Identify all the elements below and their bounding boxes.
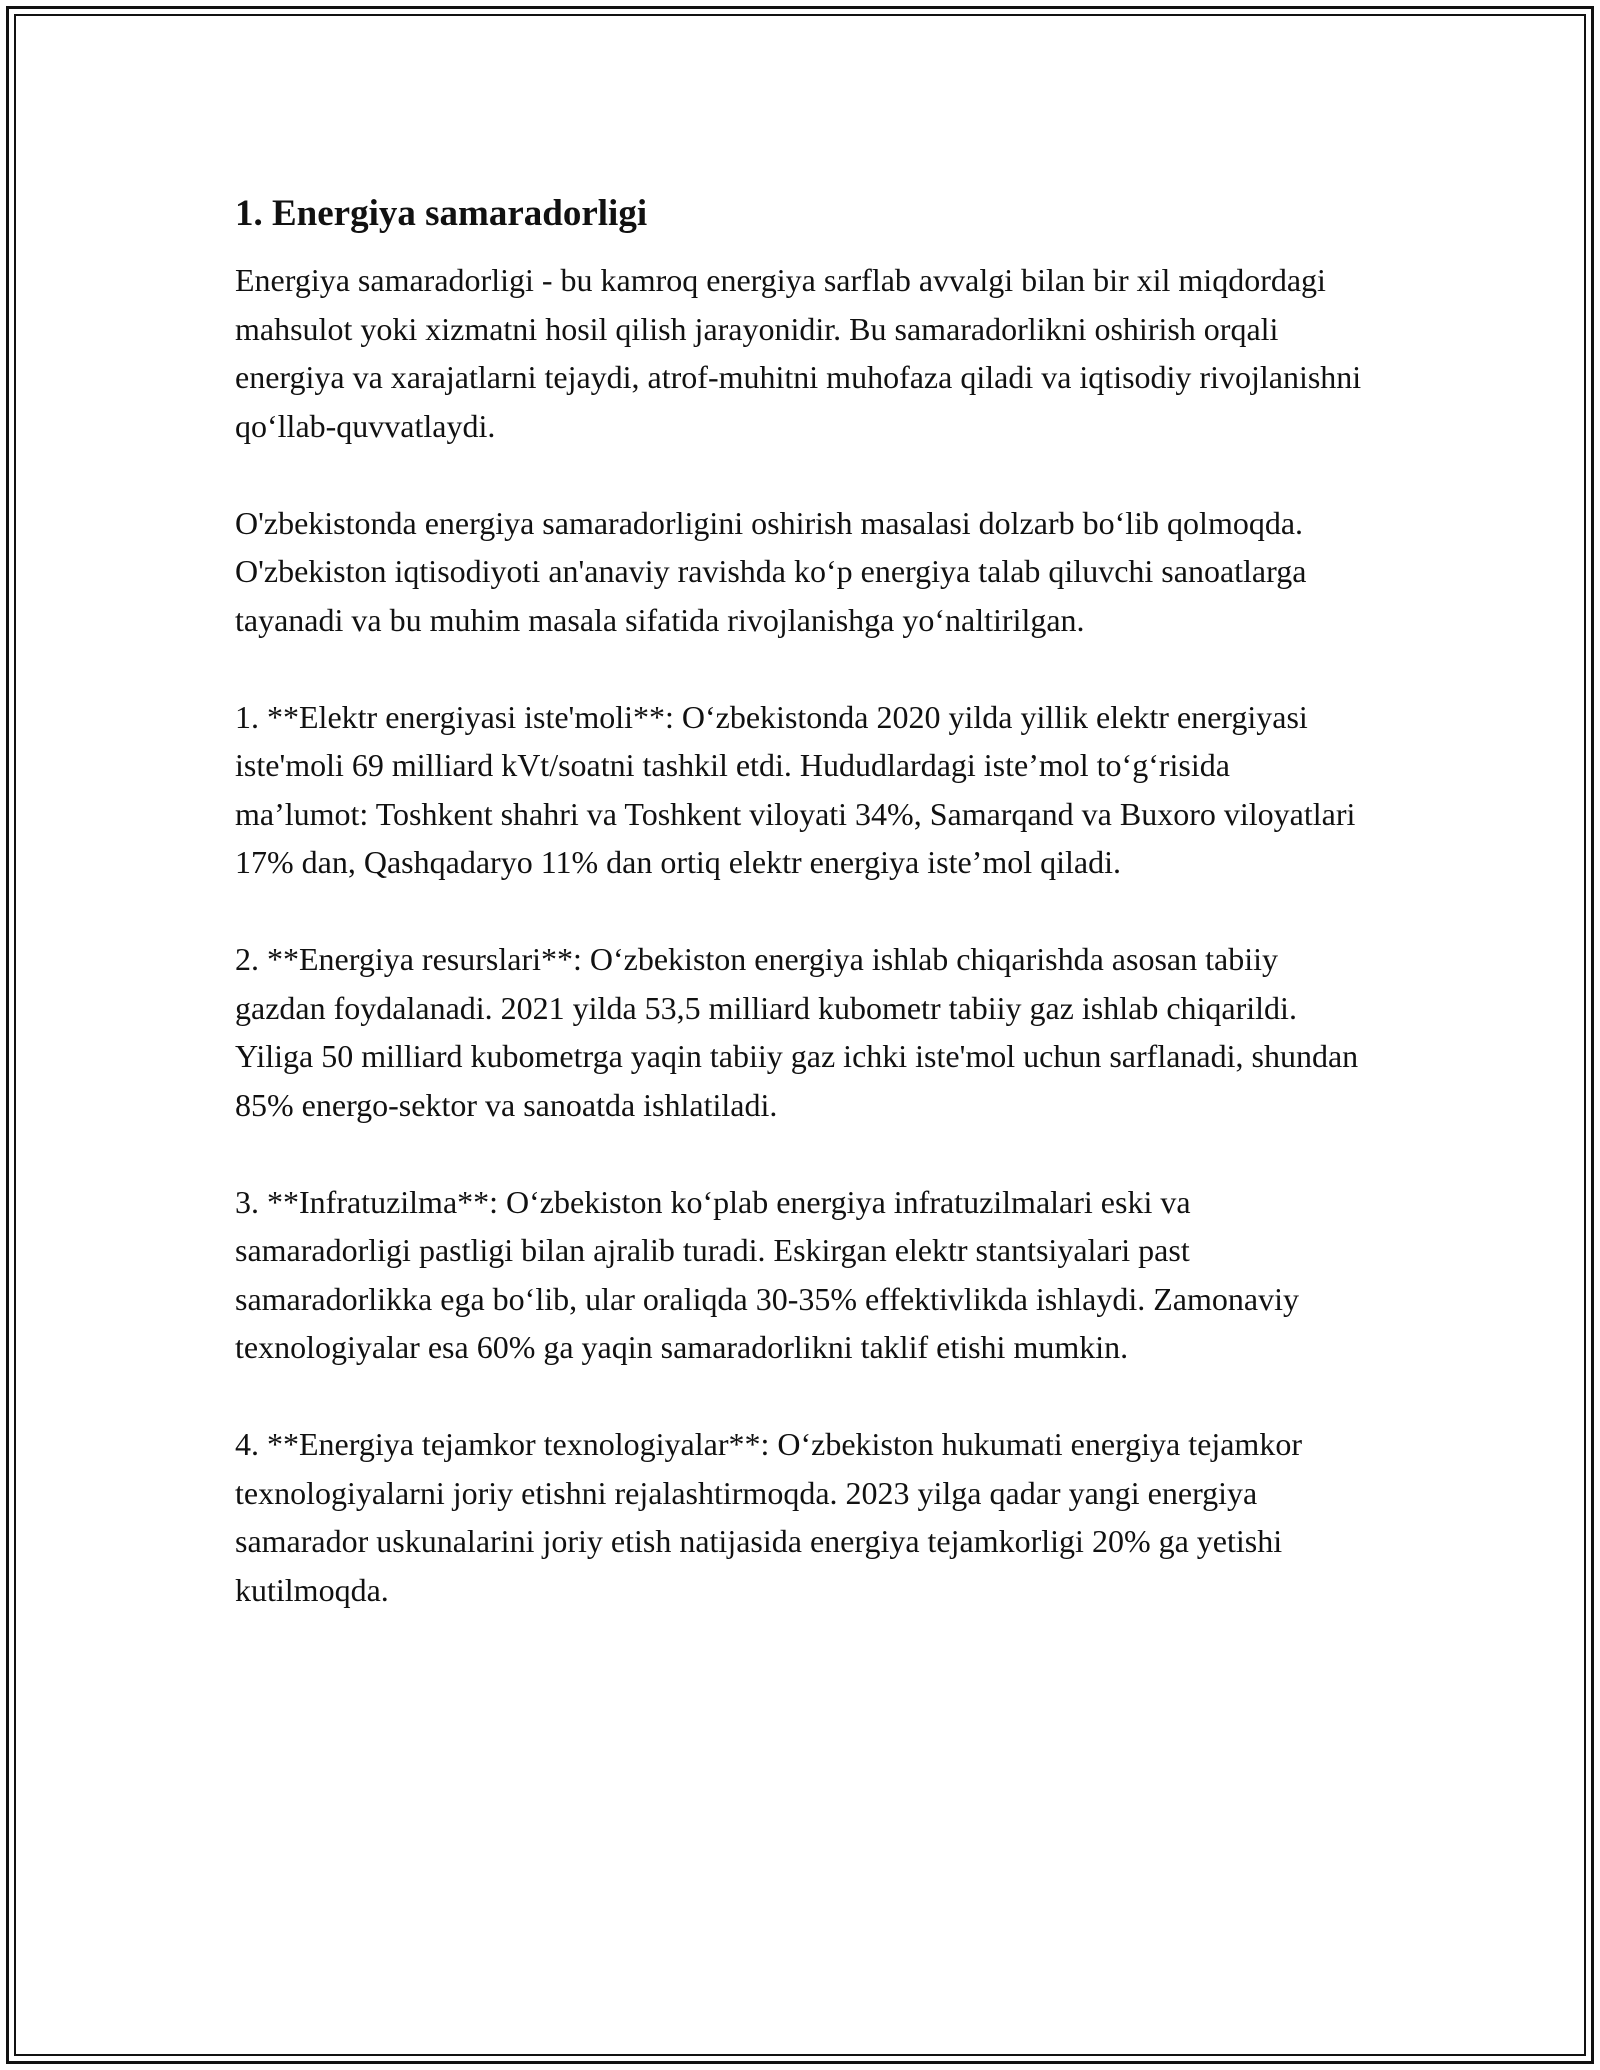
paragraph-uzbekistan-context: O'zbekistonda energiya samaradorligini oshirish masalasi dolzarb bo‘lib qolmoqda. O'zbekiston iqtisodiyoti an'anaviy ravishda ko‘p energiya talab qiluvchi sanoatlarga tayanadi va bu muhim masala sifatida rivojlanishga yo‘naltirilgan. xyxy=(235,504,1307,638)
paragraph-efficient-technologies: 4. **Energiya tejamkor texnologiyalar**: O‘zbekiston hukumati energiya tejamkor texnologiyalarni joriy etishni rejalashtirmoqda. 2023 yilga qadar yangi energiya samarador uskunalarini joriy etish natijasida energiya tejamkorligi 20% ga yetishi kutilmoqda. xyxy=(235,1426,1302,1608)
paragraph-infrastructure: 3. **Infratuzilma**: O‘zbekiston ko‘plab energiya infratuzilmalari eski va samaradorligi pastligi bilan ajralib turadi. Eskirgan elektr stantsiyalari past samaradorlikka ega bo‘lib, ular oraliqda 30-35% effektivlikda ishlaydi. Zamonaviy texnologiyalar esa 60% ga yaqin samaradorlikni taklif etishi mumkin. xyxy=(235,1183,1299,1365)
document-body xyxy=(235,190,1365,1663)
paragraph-intro: Energiya samaradorligi - bu kamroq energiya sarflab avvalgi bilan bir xil miqdordagi mahsulot yoki xizmatni hosil qilish jarayonidir. Bu samaradorlikni oshirish orqali energiya va xarajatlarni tejaydi, atrof-muhitni muhofaza qiladi va iqtisodiy rivojlanishni qo‘llab-quvvatlaydi. xyxy=(235,262,1362,444)
paragraph-energy-resources: 2. **Energiya resurslari**: O‘zbekiston energiya ishlab chiqarishda asosan tabiiy gazdan foydalanadi. 2021 yilda 53,5 milliard kubometr tabiiy gaz ishlab chiqarildi. Yiliga 50 milliard kubometrga yaqin tabiiy gaz ichki iste'mol uchun sarflanadi, shundan 85% energo-sektor va sanoatda ishlatiladi. xyxy=(235,941,1359,1123)
section-title: 1. Energiya samaradorligi xyxy=(235,193,648,234)
paragraph-electricity-consumption: 1. **Elektr energiyasi iste'moli**: O‘zbekistonda 2020 yilda yillik elektr energiyasi iste'moli 69 milliard kVt/soatni tashkil etdi. Hududlardagi iste’mol to‘g‘risida ma’lumot: Toshkent shahri va Toshkent viloyati 34%, Samarqand va Buxoro viloyatlari 17% dan, Qashqadaryo 11% dan ortiq elektr energiya iste’mol qiladi. xyxy=(235,698,1356,880)
